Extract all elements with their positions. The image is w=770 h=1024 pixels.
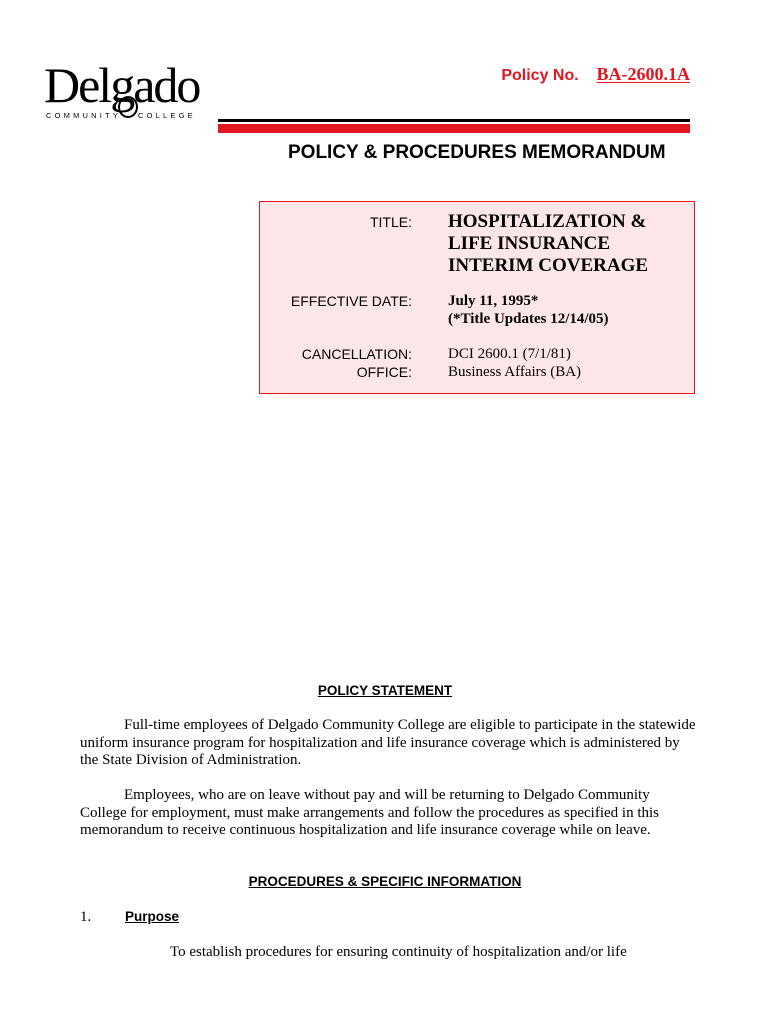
policy-paragraph-1: Full-time employees of Delgado Community College are eligible to participate in the statewide uniform insurance program for hospitalization and life insurance coverage which is administered by the State Division of Administration. bbox=[80, 717, 696, 768]
cancellation-label: CANCELLATION: bbox=[301, 346, 412, 362]
item-text: To establish procedures for ensuring continuity of hospitalization and/or life bbox=[170, 944, 627, 960]
effective-date-note: (*Title Updates 12/14/05) bbox=[448, 311, 609, 327]
effective-date-value: July 11, 1995* bbox=[448, 293, 539, 309]
title-value bbox=[448, 211, 648, 277]
policy-number-value: BA-2600.1A bbox=[596, 64, 690, 84]
item-title: Purpose bbox=[125, 909, 180, 924]
policy-paragraph-2: Employees, who are on leave without pay and will be returning to Delgado Community College for employment, must make arrangements and follow the procedures as specified in this memorandum to receive continuous hospitalization and life insurance coverage while on leave. bbox=[80, 787, 660, 838]
memo-title: POLICY & PROCEDURES MEMORANDUM bbox=[288, 142, 666, 163]
header-rule-black bbox=[218, 119, 690, 122]
item-number: 1. bbox=[80, 909, 92, 925]
procedures-heading: PROCEDURES & SPECIFIC INFORMATION bbox=[248, 874, 522, 889]
office-label: OFFICE: bbox=[356, 364, 412, 380]
title-line-1: HOSPITALIZATION & bbox=[448, 211, 647, 232]
logo-ring-icon bbox=[118, 96, 138, 118]
effective-date-label: EFFECTIVE DATE: bbox=[290, 293, 412, 309]
logo-subtitle-college: COLLEGE bbox=[138, 111, 196, 120]
logo-wordmark: Delgado bbox=[44, 57, 200, 113]
logo-subtitle-community: COMMUNITY bbox=[46, 111, 122, 120]
cancellation-value: DCI 2600.1 (7/1/81) bbox=[448, 346, 571, 362]
office-value: Business Affairs (BA) bbox=[448, 364, 582, 380]
policy-number-line bbox=[501, 64, 690, 85]
header-rule-red bbox=[218, 124, 690, 133]
title-label: TITLE: bbox=[369, 214, 412, 230]
policy-number-label: Policy No. bbox=[501, 67, 579, 84]
title-line-3: INTERIM COVERAGE bbox=[448, 255, 649, 276]
title-line-2: LIFE INSURANCE bbox=[448, 233, 611, 254]
policy-statement-heading: POLICY STATEMENT bbox=[317, 683, 453, 698]
